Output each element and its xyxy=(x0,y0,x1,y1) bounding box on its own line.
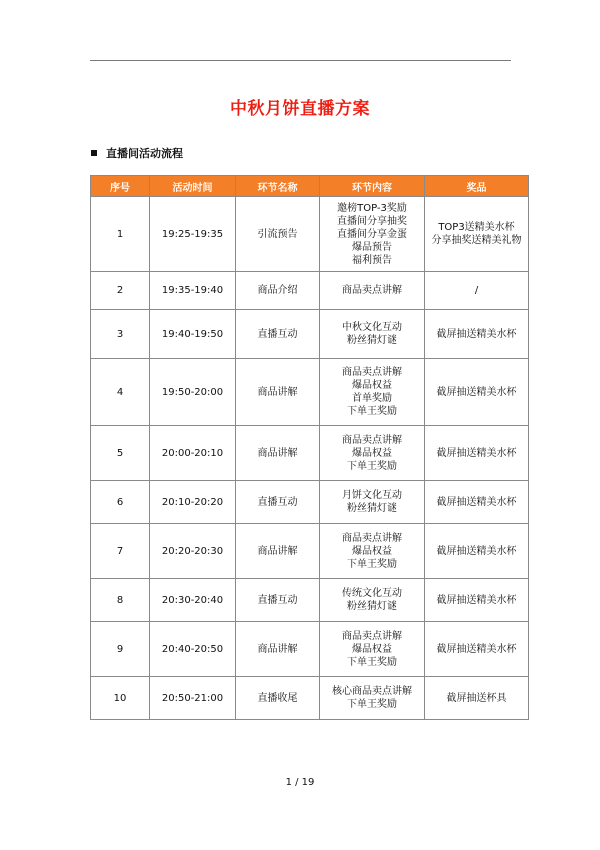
cell-stage-content-line: 传统文化互动 xyxy=(342,588,402,599)
cell-stage-content-line: 商品卖点讲解 xyxy=(342,532,402,544)
cell-prize-line: 截屏抽送精美水杯 xyxy=(436,386,517,398)
cell-activity-time: 20:40-20:50 xyxy=(150,622,236,677)
table-row xyxy=(91,272,529,310)
cell-stage-content-line: 直播间分享金蛋 xyxy=(337,228,407,240)
cell-stage-name: 直播互动 xyxy=(236,481,320,524)
cell-activity-time: 20:50-21:00 xyxy=(150,677,236,720)
cell-prize xyxy=(425,622,529,677)
cell-stage-content xyxy=(320,481,425,524)
table-row xyxy=(91,677,529,720)
cell-stage-content-line: 粉丝猜灯谜 xyxy=(347,503,397,514)
cell-stage-content-line: 商品卖点讲解 xyxy=(342,285,402,296)
cell-prize-line: 截屏抽送精美水杯 xyxy=(436,447,517,459)
cell-sequence-no: 5 xyxy=(91,426,150,481)
cell-prize-line: 截屏抽送精美水杯 xyxy=(436,545,517,557)
header-rule xyxy=(90,60,511,61)
cell-prize xyxy=(425,524,529,579)
cell-sequence-no: 9 xyxy=(91,622,150,677)
cell-stage-name: 商品讲解 xyxy=(236,359,320,426)
cell-stage-content xyxy=(320,524,425,579)
cell-stage-content xyxy=(320,677,425,720)
cell-prize xyxy=(425,197,529,272)
cell-stage-content-line: 首单奖励 xyxy=(352,393,392,404)
cell-stage-name: 商品讲解 xyxy=(236,524,320,579)
cell-stage-content xyxy=(320,426,425,481)
cell-stage-content-line: 下单王奖励 xyxy=(347,460,397,472)
cell-prize xyxy=(425,481,529,524)
cell-stage-content-line: 月饼文化互动 xyxy=(342,490,402,501)
cell-stage-content-line: 下单王奖励 xyxy=(347,656,397,668)
cell-stage-name: 直播互动 xyxy=(236,310,320,359)
table-row xyxy=(91,359,529,426)
cell-prize-line: 截屏抽送精美水杯 xyxy=(436,328,517,340)
cell-prize xyxy=(425,579,529,622)
cell-sequence-no: 2 xyxy=(91,272,150,310)
cell-stage-content-line: 直播间分享抽奖 xyxy=(337,215,407,227)
cell-stage-name: 商品介绍 xyxy=(236,272,320,310)
cell-sequence-no: 3 xyxy=(91,310,150,359)
cell-prize-line: 截屏抽送精美水杯 xyxy=(436,496,517,508)
cell-prize xyxy=(425,677,529,720)
cell-stage-content-line: 爆品权益 xyxy=(352,447,392,459)
cell-activity-time: 19:25-19:35 xyxy=(150,197,236,272)
cell-activity-time: 19:35-19:40 xyxy=(150,272,236,310)
table-body xyxy=(91,197,529,720)
section-heading-text: 直播间活动流程 xyxy=(106,147,183,160)
section-heading xyxy=(91,145,183,161)
cell-prize-line: TOP3送精美水杯 xyxy=(438,222,515,233)
column-header-no: 序号 xyxy=(91,176,150,197)
cell-stage-content-line: 粉丝猜灯谜 xyxy=(347,335,397,346)
cell-activity-time: 19:40-19:50 xyxy=(150,310,236,359)
cell-prize-line: 截屏抽送杯具 xyxy=(446,692,507,704)
column-header-stage-name: 环节名称 xyxy=(236,176,320,197)
cell-prize xyxy=(425,310,529,359)
cell-activity-time: 20:00-20:10 xyxy=(150,426,236,481)
cell-activity-time: 20:30-20:40 xyxy=(150,579,236,622)
cell-activity-time: 19:50-20:00 xyxy=(150,359,236,426)
cell-prize-line: 截屏抽送精美水杯 xyxy=(436,594,517,606)
table-row xyxy=(91,524,529,579)
table-header-row xyxy=(91,176,529,197)
table-row xyxy=(91,579,529,622)
cell-stage-content xyxy=(320,197,425,272)
column-header-prize: 奖品 xyxy=(425,176,529,197)
cell-stage-content-line: 核心商品卖点讲解 xyxy=(332,686,412,697)
cell-stage-content-line: 邀榜TOP-3奖励 xyxy=(337,202,407,214)
cell-stage-content xyxy=(320,310,425,359)
cell-stage-content-line: 下单王奖励 xyxy=(347,558,397,570)
cell-stage-content-line: 中秋文化互动 xyxy=(342,322,402,333)
table-row xyxy=(91,622,529,677)
cell-stage-content-line: 爆品预告 xyxy=(352,241,392,253)
cell-stage-name: 商品讲解 xyxy=(236,426,320,481)
cell-stage-content-line: 爆品权益 xyxy=(352,643,392,655)
cell-stage-content xyxy=(320,272,425,310)
cell-sequence-no: 7 xyxy=(91,524,150,579)
table-row xyxy=(91,197,529,272)
cell-activity-time: 20:20-20:30 xyxy=(150,524,236,579)
cell-sequence-no: 1 xyxy=(91,197,150,272)
cell-stage-content-line: 商品卖点讲解 xyxy=(342,367,402,378)
cell-stage-name: 直播互动 xyxy=(236,579,320,622)
cell-sequence-no: 8 xyxy=(91,579,150,622)
cell-stage-name: 商品讲解 xyxy=(236,622,320,677)
cell-stage-content-line: 商品卖点讲解 xyxy=(342,630,402,642)
cell-sequence-no: 10 xyxy=(91,677,150,720)
cell-stage-content-line: 爆品权益 xyxy=(352,380,392,391)
square-bullet-icon xyxy=(91,150,97,156)
cell-stage-content-line: 下单王奖励 xyxy=(347,406,397,417)
cell-stage-content-line: 福利预告 xyxy=(352,254,392,266)
cell-stage-content xyxy=(320,622,425,677)
cell-stage-content-line: 下单王奖励 xyxy=(347,699,397,710)
cell-prize-line: 截屏抽送精美水杯 xyxy=(436,643,517,655)
cell-stage-content xyxy=(320,579,425,622)
cell-stage-content-line: 商品卖点讲解 xyxy=(342,434,402,446)
cell-prize xyxy=(425,272,529,310)
cell-stage-content-line: 粉丝猜灯谜 xyxy=(347,601,397,612)
cell-sequence-no: 6 xyxy=(91,481,150,524)
cell-sequence-no: 4 xyxy=(91,359,150,426)
cell-stage-name: 直播收尾 xyxy=(236,677,320,720)
cell-prize xyxy=(425,359,529,426)
column-header-stage-content: 环节内容 xyxy=(320,176,425,197)
cell-stage-name: 引流预告 xyxy=(236,197,320,272)
table-row xyxy=(91,481,529,524)
cell-stage-content-line: 爆品权益 xyxy=(352,545,392,557)
cell-prize-line: / xyxy=(474,285,479,296)
cell-prize-line: 分享抽奖送精美礼物 xyxy=(431,235,522,246)
page-number: 1 / 19 xyxy=(285,777,315,788)
table-row xyxy=(91,310,529,359)
cell-stage-content xyxy=(320,359,425,426)
activity-flow-table xyxy=(90,175,529,720)
document-title: 中秋月饼直播方案 xyxy=(230,99,370,119)
cell-activity-time: 20:10-20:20 xyxy=(150,481,236,524)
cell-prize xyxy=(425,426,529,481)
table-row xyxy=(91,426,529,481)
column-header-time: 活动时间 xyxy=(150,176,236,197)
